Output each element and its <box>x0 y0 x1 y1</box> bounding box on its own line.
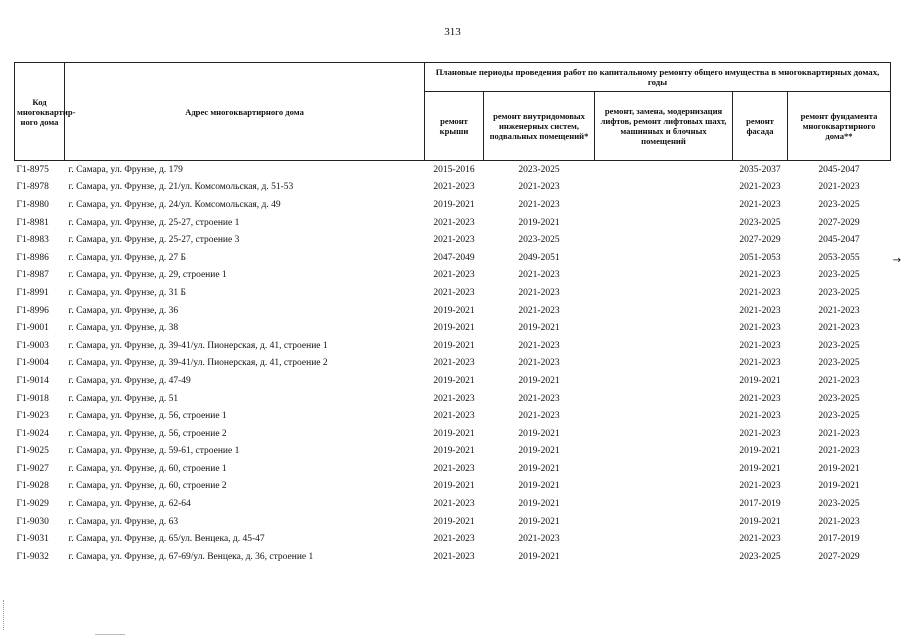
cell-facade: 2021-2023 <box>739 287 781 298</box>
cell-roof: 2019-2021 <box>433 428 475 439</box>
table-row <box>15 214 891 232</box>
cell-engineering: 2021-2023 <box>518 411 560 422</box>
cell-facade: 2021-2023 <box>739 199 781 210</box>
cell-facade: 2021-2023 <box>739 428 781 439</box>
table-row <box>15 231 891 249</box>
cell-roof: 2021-2023 <box>433 551 475 562</box>
cell-elevators <box>595 460 733 478</box>
cell-facade: 2021-2023 <box>739 305 781 316</box>
cell-foundation: 2021-2023 <box>818 375 860 386</box>
cell-address: г. Самара, ул. Фрунзе, д. 47-49 <box>68 375 191 386</box>
cell-code: Г1-8991 <box>16 287 49 298</box>
header-elevator-repair: ремонт, замена, модернизация лифтов, ремонт лифтовых шахт, машинных и блочных помещений <box>595 92 733 161</box>
cell-foundation: 2023-2025 <box>818 270 860 281</box>
cell-engineering: 2021-2023 <box>518 534 560 545</box>
table-row <box>15 284 891 302</box>
cell-facade: 2021-2023 <box>739 481 781 492</box>
cell-roof: 2021-2023 <box>433 182 475 193</box>
cell-code: Г1-9025 <box>16 446 49 457</box>
cell-code: Г1-8975 <box>16 164 49 175</box>
cell-roof: 2019-2021 <box>433 323 475 334</box>
capital-repair-schedule-table <box>14 62 891 566</box>
cell-engineering: 2019-2021 <box>518 481 560 492</box>
table-header <box>15 63 891 161</box>
cell-elevators <box>595 319 733 337</box>
header-foundation-repair: ремонт фундамента многоквартирного дома** <box>788 92 891 161</box>
cell-elevators <box>595 196 733 214</box>
cell-foundation: 2021-2023 <box>818 305 860 316</box>
cell-code: Г1-9001 <box>16 323 49 334</box>
cell-facade: 2021-2023 <box>739 358 781 369</box>
cell-engineering: 2021-2023 <box>518 182 560 193</box>
cell-foundation: 2027-2029 <box>818 217 860 228</box>
cell-roof: 2021-2023 <box>433 499 475 510</box>
cell-roof: 2021-2023 <box>433 393 475 404</box>
cell-foundation: 2023-2025 <box>818 393 860 404</box>
cell-engineering: 2049-2051 <box>518 252 560 263</box>
cell-code: Г1-9024 <box>16 428 49 439</box>
cell-engineering: 2021-2023 <box>518 199 560 210</box>
cell-roof: 2021-2023 <box>433 217 475 228</box>
cell-foundation: 2021-2023 <box>818 182 860 193</box>
cell-foundation: 2023-2025 <box>818 499 860 510</box>
cell-facade: 2051-2053 <box>739 252 781 263</box>
cell-roof: 2021-2023 <box>433 463 475 474</box>
table-row <box>15 196 891 214</box>
scan-artifact <box>95 634 125 635</box>
cell-elevators <box>595 548 733 566</box>
cell-foundation: 2023-2025 <box>818 287 860 298</box>
cell-address: г. Самара, ул. Фрунзе, д. 179 <box>68 164 183 175</box>
cell-elevators <box>595 478 733 496</box>
cell-elevators <box>595 372 733 390</box>
header-roof-repair: ремонт крыши <box>425 92 484 161</box>
cell-roof: 2019-2021 <box>433 305 475 316</box>
table-row <box>15 355 891 373</box>
cell-facade: 2021-2023 <box>739 182 781 193</box>
cell-code: Г1-8986 <box>16 252 49 263</box>
cell-engineering: 2021-2023 <box>518 340 560 351</box>
cell-elevators <box>595 231 733 249</box>
cell-code: Г1-9023 <box>16 411 49 422</box>
cell-roof: 2021-2023 <box>433 270 475 281</box>
cell-code: Г1-9029 <box>16 499 49 510</box>
cell-foundation: 2017-2019 <box>818 534 860 545</box>
cell-foundation: 2019-2021 <box>818 481 860 492</box>
cell-facade: 2019-2021 <box>739 446 781 457</box>
table-row <box>15 390 891 408</box>
cell-address: г. Самара, ул. Фрунзе, д. 62-64 <box>68 499 191 510</box>
cell-roof: 2021-2023 <box>433 358 475 369</box>
cell-elevators <box>595 425 733 443</box>
cell-roof: 2021-2023 <box>433 411 475 422</box>
table-row <box>15 530 891 548</box>
cell-engineering: 2021-2023 <box>518 393 560 404</box>
cell-roof: 2021-2023 <box>433 287 475 298</box>
table-row <box>15 460 891 478</box>
header-address: Адрес многоквартирного дома <box>65 63 425 161</box>
cell-code: Г1-9028 <box>16 481 49 492</box>
table-row <box>15 337 891 355</box>
cell-engineering: 2021-2023 <box>518 287 560 298</box>
cell-facade: 2019-2021 <box>739 463 781 474</box>
cell-elevators <box>595 530 733 548</box>
table-row <box>15 495 891 513</box>
cell-facade: 2017-2019 <box>739 499 781 510</box>
cell-foundation: 2023-2025 <box>818 340 860 351</box>
cell-address: г. Самара, ул. Фрунзе, д. 60, строение 2 <box>68 481 227 492</box>
cell-facade: 2023-2025 <box>739 217 781 228</box>
cell-foundation: 2021-2023 <box>818 516 860 527</box>
table-row <box>15 302 891 320</box>
cell-foundation: 2027-2029 <box>818 551 860 562</box>
cell-address: г. Самара, ул. Фрунзе, д. 59-61, строение 1 <box>68 446 240 457</box>
cell-roof: 2047-2049 <box>433 252 475 263</box>
cell-facade: 2021-2023 <box>739 411 781 422</box>
cell-roof: 2021-2023 <box>433 534 475 545</box>
cell-elevators <box>595 513 733 531</box>
cell-elevators <box>595 355 733 373</box>
cell-facade: 2021-2023 <box>739 534 781 545</box>
cell-address: г. Самара, ул. Фрунзе, д. 25-27, строение 1 <box>68 217 240 228</box>
cell-roof: 2019-2021 <box>433 199 475 210</box>
cell-engineering: 2019-2021 <box>518 499 560 510</box>
cell-roof: 2019-2021 <box>433 375 475 386</box>
cell-foundation: 2021-2023 <box>818 446 860 457</box>
cell-code: Г1-9004 <box>16 358 49 369</box>
cell-elevators <box>595 337 733 355</box>
cell-code: Г1-8996 <box>16 305 49 316</box>
cell-address: г. Самара, ул. Фрунзе, д. 56, строение 2 <box>68 428 227 439</box>
table-row <box>15 161 891 179</box>
header-code: Код многоквартир-ного дома <box>15 63 65 161</box>
cell-elevators <box>595 267 733 285</box>
cell-address: г. Самара, ул. Фрунзе, д. 39-41/ул. Пионерская, д. 41, строение 2 <box>68 358 328 369</box>
cell-facade: 2021-2023 <box>739 323 781 334</box>
cell-address: г. Самара, ул. Фрунзе, д. 27 Б <box>68 252 186 263</box>
cell-roof: 2019-2021 <box>433 516 475 527</box>
cell-roof: 2019-2021 <box>433 481 475 492</box>
cell-elevators <box>595 249 733 267</box>
cell-elevators <box>595 214 733 232</box>
cell-foundation: 2045-2047 <box>818 235 860 246</box>
cell-engineering: 2019-2021 <box>518 217 560 228</box>
cell-elevators <box>595 302 733 320</box>
cell-code: Г1-9003 <box>16 340 49 351</box>
cell-engineering: 2019-2021 <box>518 323 560 334</box>
cell-address: г. Самара, ул. Фрунзе, д. 25-27, строение 3 <box>68 235 240 246</box>
cell-code: Г1-9032 <box>16 551 49 562</box>
header-planned-periods: Плановые периоды проведения работ по капитальному ремонту общего имущества в многоквартирных домах, годы <box>425 63 891 92</box>
cell-code: Г1-9018 <box>16 393 49 404</box>
cell-address: г. Самара, ул. Фрунзе, д. 60, строение 1 <box>68 463 227 474</box>
table-row <box>15 249 891 267</box>
cell-address: г. Самара, ул. Фрунзе, д. 67-69/ул. Венцека, д. 36, строение 1 <box>68 551 314 562</box>
cell-foundation: 2045-2047 <box>818 164 860 175</box>
table-row <box>15 319 891 337</box>
table-row <box>15 425 891 443</box>
cell-engineering: 2021-2023 <box>518 358 560 369</box>
cell-foundation: 2019-2021 <box>818 463 860 474</box>
cell-roof: 2019-2021 <box>433 340 475 351</box>
cell-facade: 2021-2023 <box>739 393 781 404</box>
cell-address: г. Самара, ул. Фрунзе, д. 36 <box>68 305 179 316</box>
cell-roof: 2015-2016 <box>433 164 475 175</box>
cell-facade: 2021-2023 <box>739 340 781 351</box>
table-row <box>15 179 891 197</box>
cell-address: г. Самара, ул. Фрунзе, д. 38 <box>68 323 179 334</box>
cell-roof: 2019-2021 <box>433 446 475 457</box>
cell-address: г. Самара, ул. Фрунзе, д. 65/ул. Венцека, д. 45-47 <box>68 534 265 545</box>
header-facade-repair: ремонт фасада <box>733 92 788 161</box>
cell-engineering: 2019-2021 <box>518 516 560 527</box>
cell-facade: 2019-2021 <box>739 375 781 386</box>
cell-foundation: 2023-2025 <box>818 358 860 369</box>
cell-code: Г1-8978 <box>16 182 49 193</box>
cell-code: Г1-9027 <box>16 463 49 474</box>
cell-code: Г1-8980 <box>16 199 49 210</box>
cell-address: г. Самара, ул. Фрунзе, д. 24/ул. Комсомольская, д. 49 <box>68 199 281 210</box>
margin-mark: → <box>892 255 901 266</box>
cell-foundation: 2021-2023 <box>818 428 860 439</box>
cell-roof: 2021-2023 <box>433 235 475 246</box>
cell-code: Г1-9031 <box>16 534 49 545</box>
cell-code: Г1-9030 <box>16 516 49 527</box>
table-row <box>15 443 891 461</box>
cell-foundation: 2021-2023 <box>818 323 860 334</box>
cell-facade: 2023-2025 <box>739 551 781 562</box>
table-body <box>15 161 891 566</box>
cell-elevators <box>595 161 733 179</box>
cell-foundation: 2023-2025 <box>818 199 860 210</box>
header-engineering-repair: ремонт внутридомовых инженерных систем, подвальных помещений* <box>484 92 595 161</box>
cell-address: г. Самара, ул. Фрунзе, д. 63 <box>68 516 179 527</box>
cell-address: г. Самара, ул. Фрунзе, д. 39-41/ул. Пионерская, д. 41, строение 1 <box>68 340 328 351</box>
table-row <box>15 548 891 566</box>
cell-code: Г1-9014 <box>16 375 49 386</box>
cell-engineering: 2019-2021 <box>518 428 560 439</box>
scan-artifact <box>3 600 6 630</box>
cell-facade: 2021-2023 <box>739 270 781 281</box>
cell-foundation: 2023-2025 <box>818 411 860 422</box>
cell-elevators <box>595 390 733 408</box>
cell-address: г. Самара, ул. Фрунзе, д. 51 <box>68 393 179 404</box>
page-number: 313 <box>444 26 461 38</box>
table-row <box>15 267 891 285</box>
cell-elevators <box>595 443 733 461</box>
cell-address: г. Самара, ул. Фрунзе, д. 29, строение 1 <box>68 270 227 281</box>
table-row <box>15 478 891 496</box>
cell-engineering: 2023-2025 <box>518 164 560 175</box>
cell-elevators <box>595 407 733 425</box>
table-row <box>15 407 891 425</box>
cell-facade: 2019-2021 <box>739 516 781 527</box>
cell-elevators <box>595 495 733 513</box>
cell-engineering: 2021-2023 <box>518 270 560 281</box>
cell-engineering: 2019-2021 <box>518 551 560 562</box>
cell-engineering: 2019-2021 <box>518 463 560 474</box>
cell-code: Г1-8983 <box>16 235 49 246</box>
cell-code: Г1-8987 <box>16 270 49 281</box>
cell-foundation: 2053-2055 <box>818 252 860 263</box>
cell-engineering: 2019-2021 <box>518 375 560 386</box>
cell-address: г. Самара, ул. Фрунзе, д. 31 Б <box>68 287 186 298</box>
table-row <box>15 513 891 531</box>
cell-address: г. Самара, ул. Фрунзе, д. 56, строение 1 <box>68 411 227 422</box>
cell-facade: 2027-2029 <box>739 235 781 246</box>
cell-facade: 2035-2037 <box>739 164 781 175</box>
table-row <box>15 372 891 390</box>
cell-code: Г1-8981 <box>16 217 49 228</box>
cell-engineering: 2023-2025 <box>518 235 560 246</box>
cell-engineering: 2021-2023 <box>518 305 560 316</box>
cell-address: г. Самара, ул. Фрунзе, д. 21/ул. Комсомольская, д. 51-53 <box>68 182 294 193</box>
cell-elevators <box>595 179 733 197</box>
cell-elevators <box>595 284 733 302</box>
cell-engineering: 2019-2021 <box>518 446 560 457</box>
